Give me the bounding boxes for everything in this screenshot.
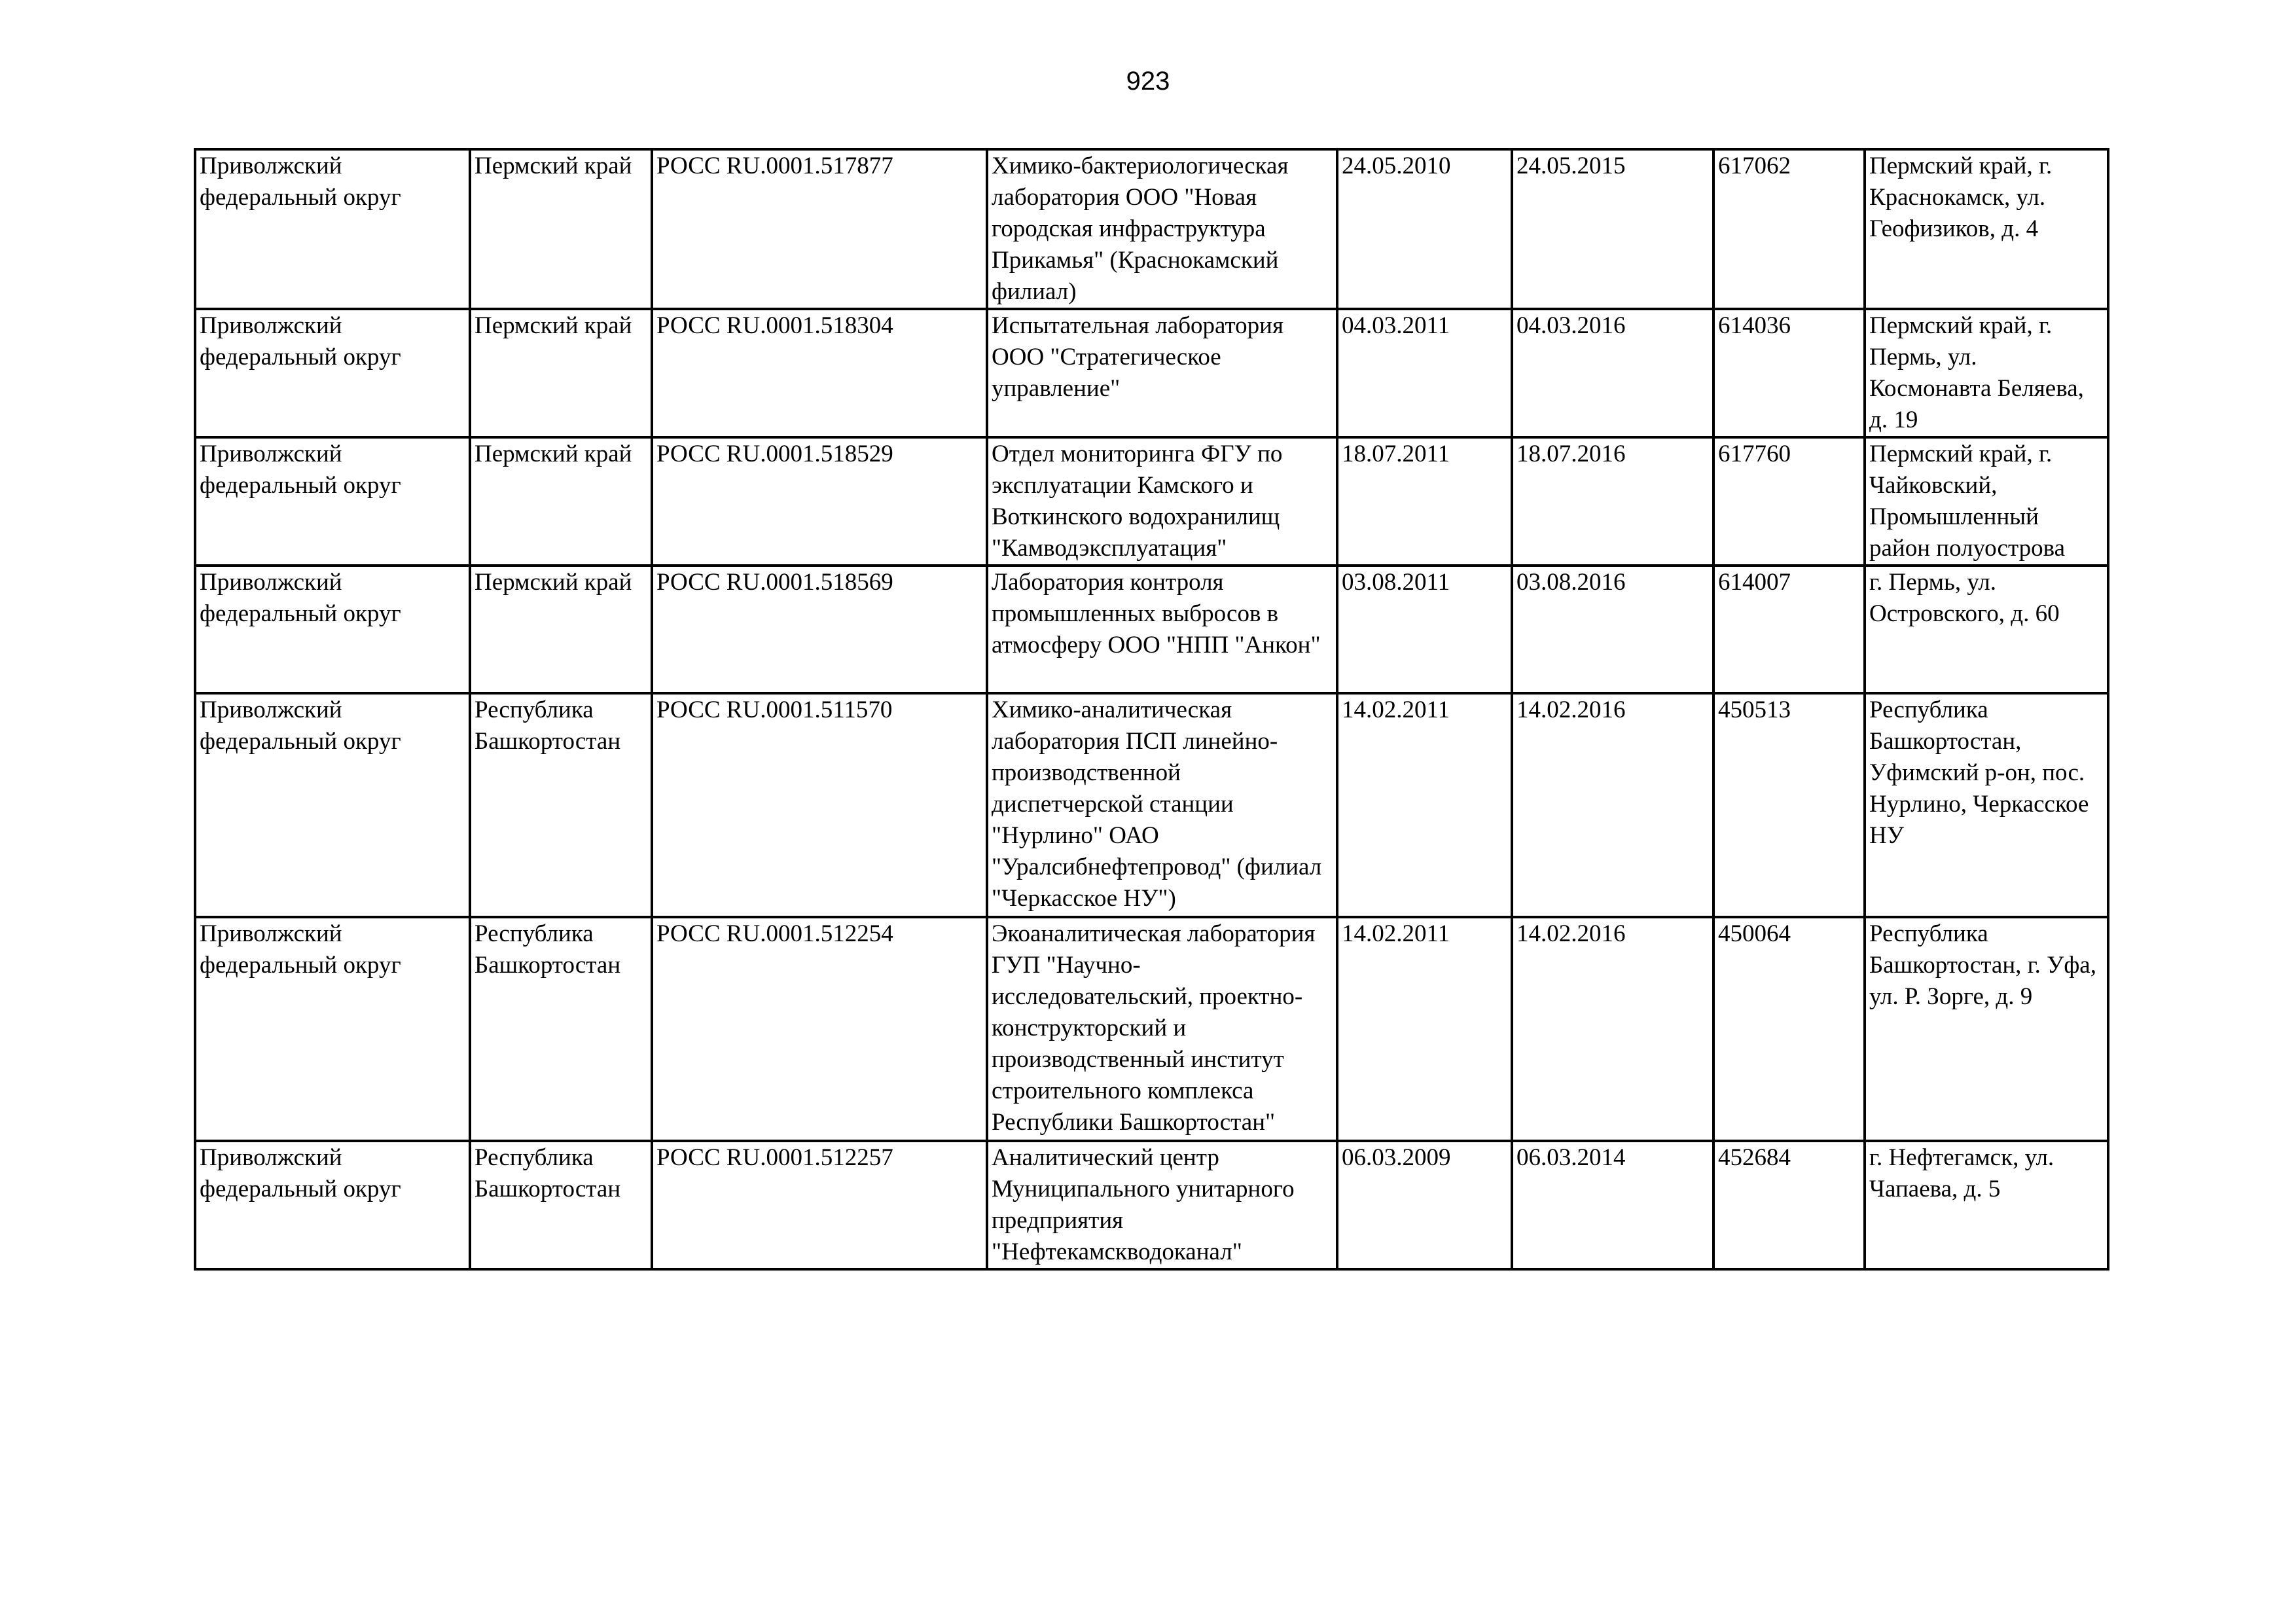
table-row xyxy=(195,437,2108,566)
cell-date-from: 14.02.2011 xyxy=(1337,693,1512,917)
cell-postcode: 614007 xyxy=(1713,566,1865,693)
cell-district: Приволжский федеральный округ xyxy=(195,149,470,309)
cell-date-from: 06.03.2009 xyxy=(1337,1141,1512,1269)
cell-address: Пермский край, г. Чайковский, Промышленный район полуострова xyxy=(1865,437,2108,566)
cell-address: Пермский край, г. Пермь, ул. Космонавта Беляева, д. 19 xyxy=(1865,309,2108,437)
cell-laboratory-name: Химико-аналитическая лаборатория ПСП линейно-производственной диспетчерской станции "Нурлино" ОАО "Уралсибнефтепровод" (филиал "Черкасское НУ") xyxy=(987,693,1337,917)
cell-accreditation-number: РОСС RU.0001.511570 xyxy=(652,693,987,917)
laboratory-registry-table xyxy=(194,148,2109,1271)
cell-date-from: 04.03.2011 xyxy=(1337,309,1512,437)
cell-address: Пермский край, г. Краснокамск, ул. Геофизиков, д. 4 xyxy=(1865,149,2108,309)
cell-accreditation-number: РОСС RU.0001.518304 xyxy=(652,309,987,437)
cell-region: Пермский край xyxy=(470,566,652,693)
cell-address: г. Нефтегамск, ул. Чапаева, д. 5 xyxy=(1865,1141,2108,1269)
cell-date-to: 06.03.2014 xyxy=(1512,1141,1713,1269)
cell-district: Приволжский федеральный округ xyxy=(195,437,470,566)
table-row xyxy=(195,309,2108,437)
cell-postcode: 617760 xyxy=(1713,437,1865,566)
cell-postcode: 450513 xyxy=(1713,693,1865,917)
cell-date-to: 14.02.2016 xyxy=(1512,917,1713,1141)
cell-district: Приволжский федеральный округ xyxy=(195,566,470,693)
cell-postcode: 614036 xyxy=(1713,309,1865,437)
cell-postcode: 452684 xyxy=(1713,1141,1865,1269)
cell-region: Пермский край xyxy=(470,149,652,309)
cell-address: Республика Башкортостан, г. Уфа, ул. Р. Зорге, д. 9 xyxy=(1865,917,2108,1141)
cell-laboratory-name: Испытательная лаборатория ООО "Стратегическое управление" xyxy=(987,309,1337,437)
cell-laboratory-name: Отдел мониторинга ФГУ по эксплуатации Камского и Воткинского водохранилищ "Камводэксплуатация" xyxy=(987,437,1337,566)
cell-accreditation-number: РОСС RU.0001.512254 xyxy=(652,917,987,1141)
cell-postcode: 617062 xyxy=(1713,149,1865,309)
cell-region: Республика Башкортостан xyxy=(470,1141,652,1269)
cell-date-to: 18.07.2016 xyxy=(1512,437,1713,566)
cell-date-from: 14.02.2011 xyxy=(1337,917,1512,1141)
table-row xyxy=(195,1141,2108,1269)
cell-date-from: 24.05.2010 xyxy=(1337,149,1512,309)
cell-region: Республика Башкортостан xyxy=(470,917,652,1141)
cell-region: Пермский край xyxy=(470,309,652,437)
cell-date-from: 03.08.2011 xyxy=(1337,566,1512,693)
cell-date-from: 18.07.2011 xyxy=(1337,437,1512,566)
cell-address: Республика Башкортостан, Уфимский р-он, пос. Нурлино, Черкасское НУ xyxy=(1865,693,2108,917)
cell-accreditation-number: РОСС RU.0001.518529 xyxy=(652,437,987,566)
cell-accreditation-number: РОСС RU.0001.518569 xyxy=(652,566,987,693)
page-number: 923 xyxy=(1126,67,1170,96)
cell-date-to: 24.05.2015 xyxy=(1512,149,1713,309)
cell-postcode: 450064 xyxy=(1713,917,1865,1141)
cell-district: Приволжский федеральный округ xyxy=(195,1141,470,1269)
cell-district: Приволжский федеральный округ xyxy=(195,917,470,1141)
cell-region: Республика Башкортостан xyxy=(470,693,652,917)
cell-address: г. Пермь, ул. Островского, д. 60 xyxy=(1865,566,2108,693)
cell-date-to: 03.08.2016 xyxy=(1512,566,1713,693)
cell-date-to: 04.03.2016 xyxy=(1512,309,1713,437)
cell-laboratory-name: Химико-бактериологическая лаборатория ООО "Новая городская инфраструктура Прикамья" (Краснокамский филиал) xyxy=(987,149,1337,309)
table-row xyxy=(195,149,2108,309)
table-row xyxy=(195,917,2108,1141)
cell-district: Приволжский федеральный округ xyxy=(195,693,470,917)
cell-laboratory-name: Аналитический центр Муниципального унитарного предприятия "Нефтекамскводоканал" xyxy=(987,1141,1337,1269)
cell-region: Пермский край xyxy=(470,437,652,566)
cell-laboratory-name: Экоаналитическая лаборатория ГУП "Научно-исследовательский, проектно-конструкторский и производственный институт строительного комплекса Республики Башкортостан" xyxy=(987,917,1337,1141)
cell-district: Приволжский федеральный округ xyxy=(195,309,470,437)
cell-date-to: 14.02.2016 xyxy=(1512,693,1713,917)
cell-accreditation-number: РОСС RU.0001.512257 xyxy=(652,1141,987,1269)
table-row xyxy=(195,566,2108,693)
cell-laboratory-name: Лаборатория контроля промышленных выбросов в атмосферу ООО "НПП "Анкон" xyxy=(987,566,1337,693)
table-row xyxy=(195,693,2108,917)
cell-accreditation-number: РОСС RU.0001.517877 xyxy=(652,149,987,309)
